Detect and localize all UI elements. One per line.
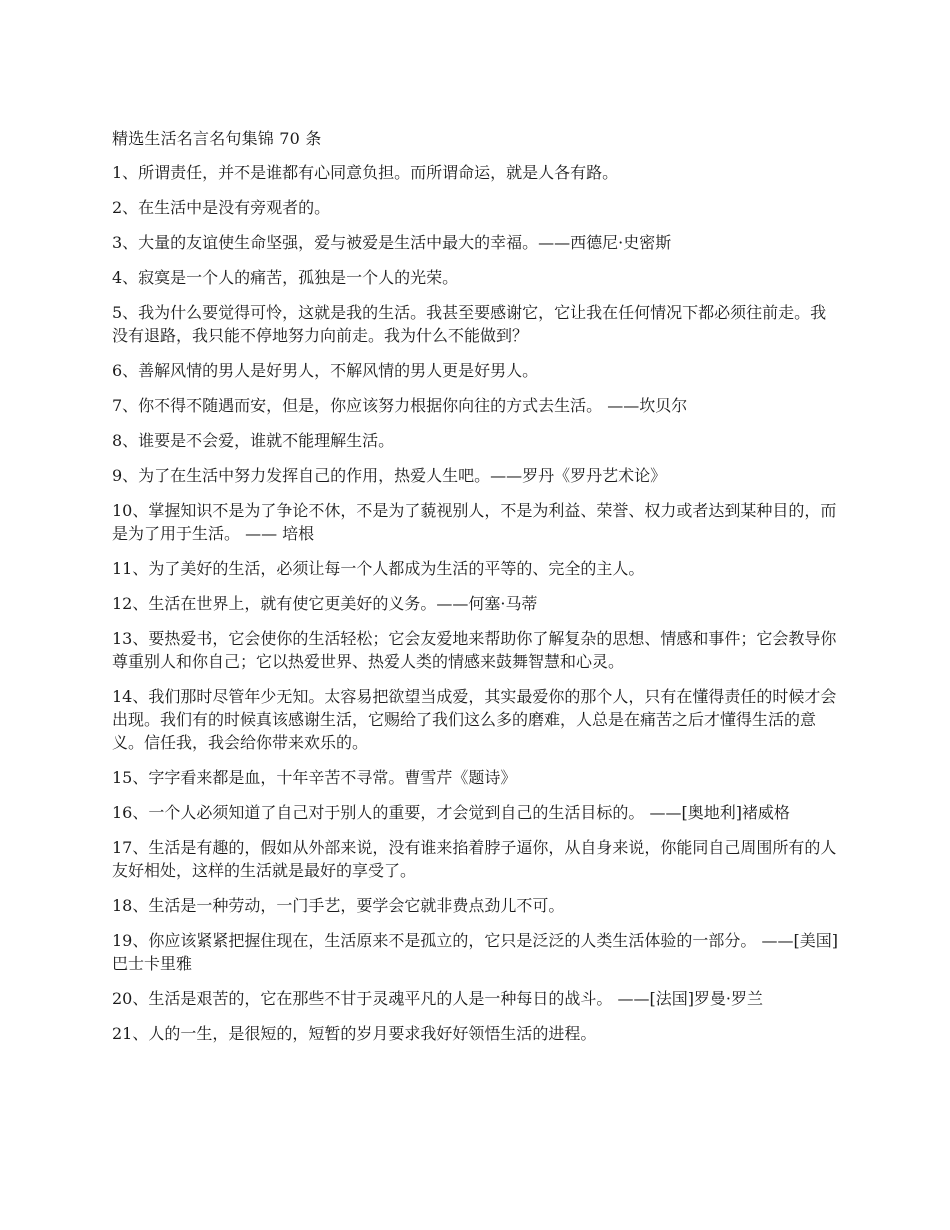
quote-item: 12、生活在世界上，就有使它更美好的义务。——何塞·马蒂 bbox=[112, 594, 538, 613]
quote-item: 16、一个人必须知道了自己对于别人的重要，才会觉到自己的生活目标的。 ——[奥地利]褚威格 bbox=[112, 803, 790, 822]
quote-item: 1、所谓责任，并不是谁都有心同意负担。而所谓命运，就是人各有路。 bbox=[112, 163, 619, 182]
quote-item: 11、为了美好的生活，必须让每一个人都成为生活的平等的、完全的主人。 bbox=[112, 559, 645, 578]
quote-item: 13、要热爱书，它会使你的生活轻松；它会友爱地来帮助你了解复杂的思想、情感和事件；它会教导你尊重别人和你自己；它以热爱世界、热爱人类的情感来鼓舞智慧和心灵。 bbox=[112, 629, 837, 671]
quote-item: 21、人的一生，是很短的，短暂的岁月要求我好好领悟生活的进程。 bbox=[112, 1024, 597, 1043]
quote-item: 15、字字看来都是血，十年辛苦不寻常。曹雪芹《题诗》 bbox=[112, 768, 517, 787]
quote-item: 17、生活是有趣的，假如从外部来说，没有谁来掐着脖子逼你，从自身来说，你能同自己周围所有的人友好相处，这样的生活就是最好的享受了。 bbox=[112, 838, 837, 880]
quote-item: 4、寂寞是一个人的痛苦，孤独是一个人的光荣。 bbox=[112, 268, 459, 287]
quote-item: 18、生活是一种劳动，一门手艺，要学会它就非费点劲儿不可。 bbox=[112, 896, 565, 915]
quote-item: 7、你不得不随遇而安，但是，你应该努力根据你向往的方式去生活。 ——坎贝尔 bbox=[112, 396, 688, 415]
quote-item: 6、善解风情的男人是好男人，不解风情的男人更是好男人。 bbox=[112, 361, 539, 380]
quote-item: 8、谁要是不会爱，谁就不能理解生活。 bbox=[112, 431, 395, 450]
quote-list bbox=[112, 161, 838, 1045]
quote-item: 5、我为什么要觉得可怜，这就是我的生活。我甚至要感谢它，它让我在任何情况下都必须往前走。我没有退路，我只能不停地努力向前走。我为什么不能做到？ bbox=[112, 303, 827, 345]
document-title: 精选生活名言名句集锦 70 条 bbox=[112, 129, 322, 148]
quote-item: 10、掌握知识不是为了争论不休，不是为了藐视别人，不是为利益、荣誉、权力或者达到某种目的，而是为了用于生活。 —— 培根 bbox=[112, 501, 837, 543]
quote-item: 3、大量的友谊使生命坚强，爱与被爱是生活中最大的幸福。——西德尼·史密斯 bbox=[112, 233, 672, 252]
quote-item: 20、生活是艰苦的，它在那些不甘于灵魂平凡的人是一种每日的战斗。 ——[法国]罗曼·罗兰 bbox=[112, 989, 764, 1008]
quote-item: 19、你应该紧紧把握住现在，生活原来不是孤立的，它只是泛泛的人类生活体验的一部分。 ——[美国]巴士卡里雅 bbox=[112, 931, 838, 973]
quote-item: 14、我们那时尽管年少无知。太容易把欲望当成爱，其实最爱你的那个人，只有在懂得责任的时候才会出现。我们有的时候真该感谢生活，它赐给了我们这么多的磨难，人总是在痛苦之后才懂得生活的意义。信任我，我会给你带来欢乐的。 bbox=[112, 687, 837, 752]
quote-item: 2、在生活中是没有旁观者的。 bbox=[112, 198, 331, 217]
quote-item: 9、为了在生活中努力发挥自己的作用，热爱人生吧。——罗丹《罗丹艺术论》 bbox=[112, 466, 667, 485]
